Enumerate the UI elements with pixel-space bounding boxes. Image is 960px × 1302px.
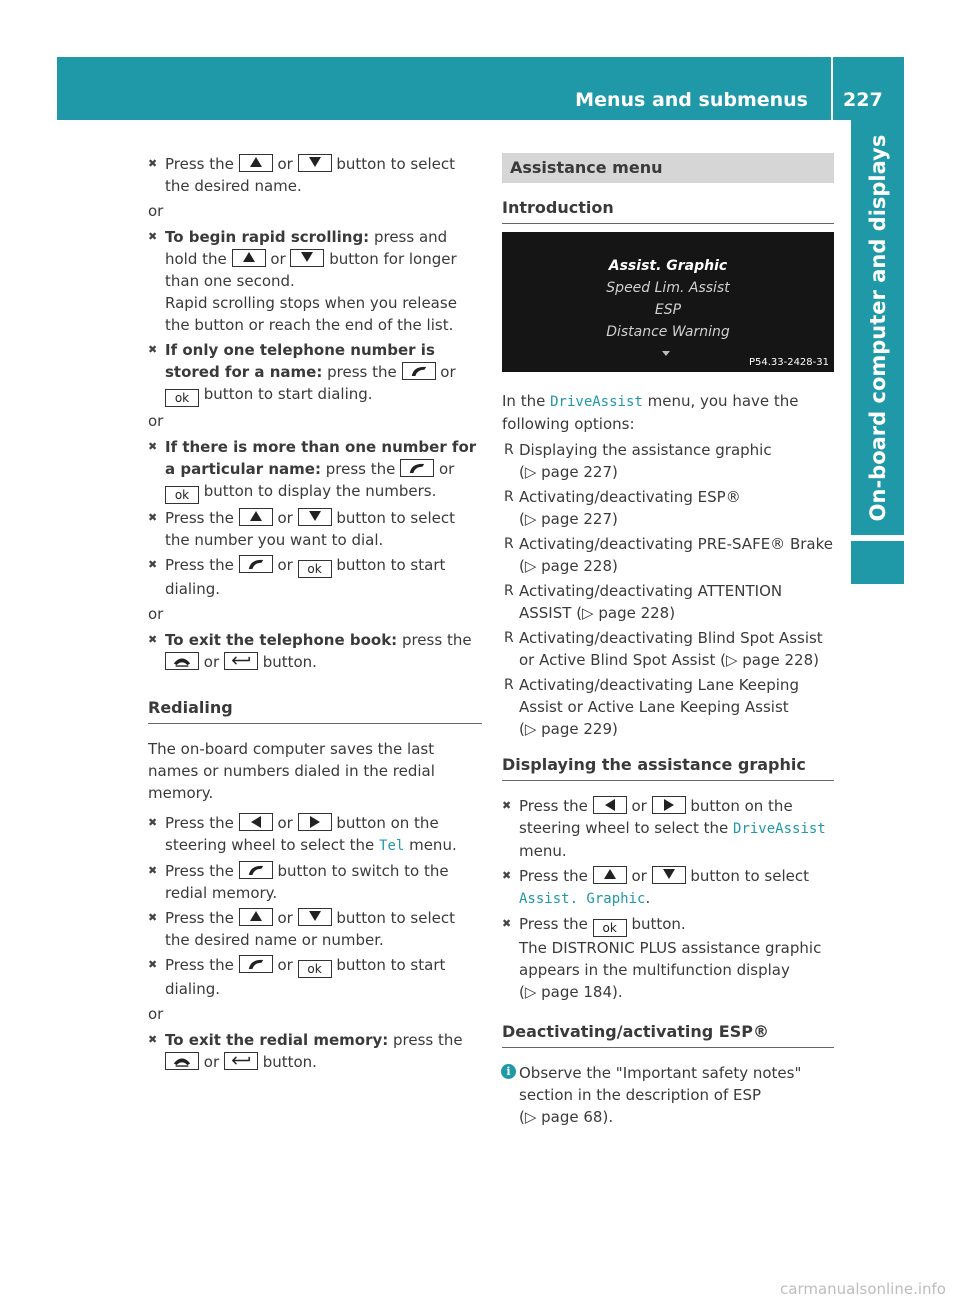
section-heading-introduction: Introduction [502,197,834,224]
section-heading-redialing: Redialing [148,697,482,724]
instruction-step: ✖ Press the ok button. The DISTRONIC PLUS assistance graphic appears in the multifunction display (▷ page 184). [502,913,834,1003]
header-bar [57,57,904,120]
left-column [148,153,482,1076]
step-note: Rapid scrolling stops when you release the button or reach the end of the list. [165,294,457,334]
up-triangle-icon [232,249,266,267]
instruction-step: ✖ To exit the redial memory: press the or button. [148,1029,482,1073]
screen-line: ESP [654,302,682,318]
down-triangle-icon [298,908,332,926]
instruction-step: ✖ Press the or button to select the number you want to dial. [148,507,482,551]
down-triangle-icon [298,508,332,526]
instruction-step: ✖ Press the or button to select the desired name or number. [148,907,482,951]
side-tab-label: On-board computer and displays [866,134,890,522]
phone-receiver-icon [402,362,436,380]
up-triangle-icon [239,508,273,526]
instruction-step: ✖ If only one telephone number is stored for a name: press the or ok button to start dialing. [148,339,482,407]
ok-key: ok [298,960,332,978]
image-code: P54.33-2428-31 [748,357,829,368]
ok-key: ok [165,486,199,504]
section-heading-assistance-graphic: Displaying the assistance graphic [502,754,834,781]
screen-line: Assist. Graphic [608,258,728,274]
info-note: i Observe the "Important safety notes" section in the description of ESP (▷ page 68). [502,1062,834,1128]
down-triangle-icon [298,154,332,172]
instruction-step: ✖ To exit the telephone book: press the or button. [148,629,482,673]
header-title: Menus and submenus [575,89,808,111]
step-note: The DISTRONIC PLUS assistance graphic appears in the multifunction display (▷ page 184). [519,939,822,1001]
screen-line: Distance Warning [606,324,730,340]
screen-line: Speed Lim. Assist [606,280,730,296]
display-screen-image [502,232,834,372]
instruction-step: ✖ Press the or ok button to start dialing. [148,954,482,1000]
section-heading-esp: Deactivating/activating ESP® [502,1021,834,1048]
ok-key: ok [298,560,332,578]
info-icon: i [501,1064,516,1079]
page-number: 227 [843,89,883,111]
left-triangle-icon [239,813,273,831]
down-triangle-icon [652,866,686,884]
instruction-step: ✖ Press the or button on the steering wheel to select the Tel menu. [148,812,482,857]
right-column [502,153,834,1128]
back-arrow-icon [224,652,258,670]
menu-name-tel: Tel [379,838,405,854]
list-item: R Activating/deactivating Lane Keeping Assist or Active Lane Keeping Assist (▷ page 229) [502,674,834,740]
up-triangle-icon [239,908,273,926]
or-text: or [148,1005,164,1023]
phone-receiver-icon [239,861,273,879]
phone-receiver-icon [400,459,434,477]
right-triangle-icon [652,796,686,814]
header-divider [831,57,833,120]
or-text: or [148,605,164,623]
instruction-step: ✖ To begin rapid scrolling: press and hold the or button for longer than one second. Rapid scrolling stops when you release the button or reach the end of the list. [148,226,482,336]
back-arrow-icon [224,1052,258,1070]
phone-receiver-icon [239,955,273,973]
section-band-assistance-menu: Assistance menu [502,153,834,183]
list-item: R Displaying the assistance graphic (▷ page 227) [502,439,834,483]
down-triangle-icon [290,249,324,267]
instruction-step: ✖ Press the or button on the steering wheel to select the DriveAssist menu. [502,795,834,862]
list-item: R Activating/deactivating ATTENTION ASSIST (▷ page 228) [502,580,834,624]
instruction-step: ✖ Press the or ok button to start dialing. [148,554,482,600]
paragraph: In the DriveAssist menu, you have the following options: [502,392,799,433]
left-triangle-icon [593,796,627,814]
up-triangle-icon [593,866,627,884]
list-item: R Activating/deactivating Blind Spot Assist or Active Blind Spot Assist (▷ page 228) [502,627,834,671]
instruction-step: ✖ Press the or button to select Assist. Graphic. [502,865,834,910]
list-item: R Activating/deactivating ESP® (▷ page 227) [502,486,834,530]
phone-hangup-icon [165,1052,199,1070]
watermark: carmanualsonline.info [780,1280,946,1298]
instruction-step: ✖ If there is more than one number for a particular name: press the or ok button to display the numbers. [148,436,482,504]
instruction-step: ✖ Press the or button to select the desired name. [148,153,482,197]
paragraph: The on-board computer saves the last names or numbers dialed in the redial memory. [148,740,435,802]
or-text: or [148,412,164,430]
instruction-step: ✖ Press the button to switch to the redial memory. [148,860,482,904]
phone-receiver-icon [239,555,273,573]
ok-key: ok [165,389,199,407]
side-tab-marker [851,541,904,584]
right-triangle-icon [298,813,332,831]
up-triangle-icon [239,154,273,172]
list-item: R Activating/deactivating PRE-SAFE® Brake (▷ page 228) [502,533,834,577]
scroll-down-indicator-icon [662,351,670,356]
ok-key: ok [593,919,627,937]
or-text: or [148,202,164,220]
menu-name-driveassist: DriveAssist [733,821,826,837]
menu-item-assist-graphic: Assist. Graphic [519,891,646,907]
menu-name-driveassist: DriveAssist [550,394,643,410]
phone-hangup-icon [165,652,199,670]
